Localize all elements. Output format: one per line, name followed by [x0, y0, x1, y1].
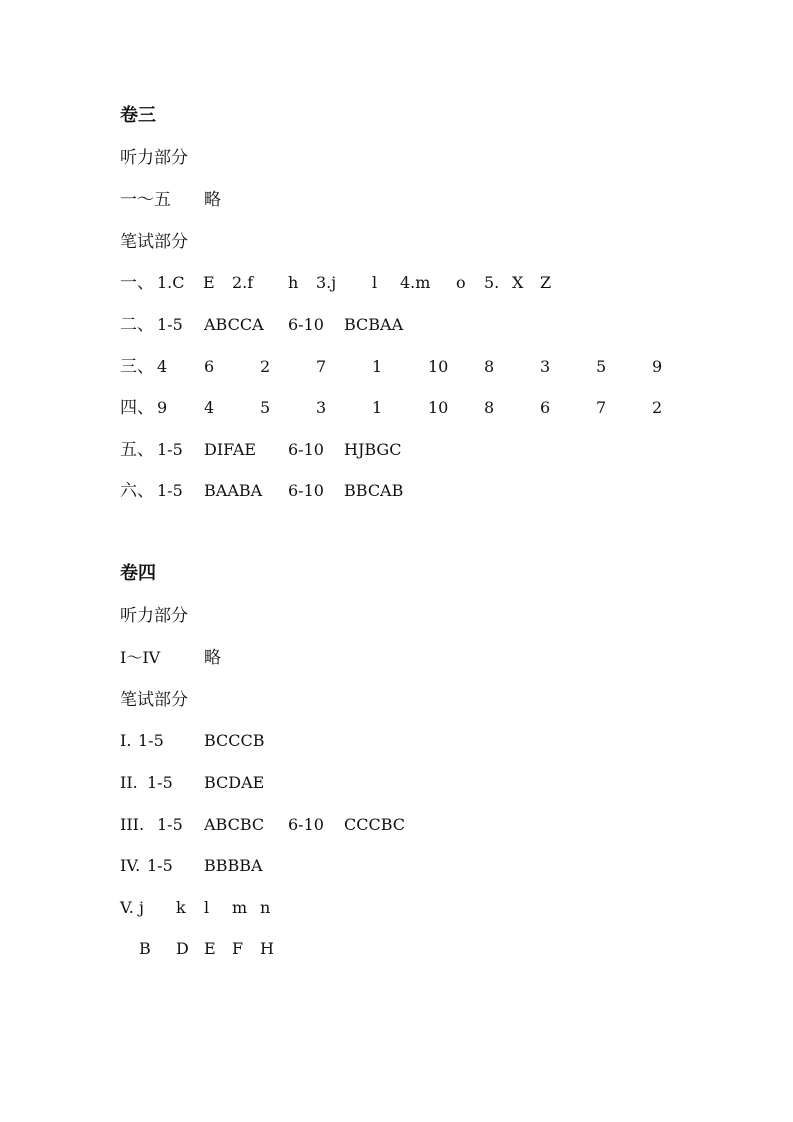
answer-item: 1-5 [157, 481, 183, 500]
answer-item: X [512, 273, 524, 292]
section4-q4-row [120, 854, 263, 878]
section4-written-label: 笔试部分 [120, 690, 188, 710]
section3-q5-prefix: 五、 [120, 440, 154, 460]
answer-item: ABCBC [204, 815, 265, 834]
answer-item: n [260, 898, 271, 917]
section3-q3-prefix: 三、 [120, 357, 154, 377]
answer-item: BBCAB [344, 481, 404, 500]
answer-item: Z [540, 273, 552, 292]
answer-item: DIFAE [204, 440, 257, 459]
answer-item: B [139, 939, 151, 958]
answer-item: 7 [316, 357, 327, 376]
answer-item: l [204, 898, 210, 917]
section3-q2-prefix: 二、 [120, 315, 154, 335]
answer-item: 8 [484, 357, 495, 376]
section4-listening-value: 略 [204, 648, 221, 668]
answer-item: 5 [596, 357, 607, 376]
answer-item: BCCCB [204, 731, 265, 750]
section4-q3-row [120, 813, 406, 837]
answer-item: 6 [540, 398, 551, 417]
answer-item: j [139, 898, 144, 917]
section4-listening-range: I～IV [120, 648, 161, 667]
answer-item: D [176, 939, 189, 958]
section4-q5b-row [120, 937, 274, 961]
section3-title: 卷三 [120, 105, 156, 126]
answer-item: 1-5 [147, 856, 173, 875]
answer-item: 3 [316, 398, 327, 417]
answer-item: 1-5 [147, 773, 173, 792]
answer-item: 1.C [157, 273, 185, 292]
answer-item: HJBGC [344, 440, 402, 459]
answer-item: 4 [157, 357, 168, 376]
section3-listening-row [120, 188, 221, 212]
answer-item: 6-10 [288, 440, 324, 459]
answer-item: 6-10 [288, 481, 324, 500]
answer-item: 1-5 [138, 731, 164, 750]
answer-item: F [232, 939, 244, 958]
section3-q1-row [120, 271, 552, 295]
answer-item: 10 [428, 357, 449, 376]
section3-q6-row [120, 479, 404, 503]
answer-item: 9 [652, 357, 663, 376]
answer-item: 3 [540, 357, 551, 376]
answer-item: 1-5 [157, 315, 183, 334]
section4-q2-row [120, 771, 265, 795]
answer-item: l [372, 273, 378, 292]
section4-listening-label: 听力部分 [120, 606, 188, 626]
answer-item: BCBAA [344, 315, 404, 334]
section4-q1-prefix: I. [120, 731, 132, 750]
answer-item: 1-5 [157, 815, 183, 834]
answer-item: BAABA [204, 481, 263, 500]
section4-q4-prefix: IV. [120, 856, 141, 875]
section4-listening-row [120, 646, 221, 670]
answer-item: 5 [260, 398, 271, 417]
answer-item: m [232, 898, 248, 917]
section3-q3-row [120, 355, 663, 379]
answer-item: o [456, 273, 466, 292]
answer-item: 3.j [316, 273, 337, 292]
answer-item: 1-5 [157, 440, 183, 459]
section3-q6-prefix: 六、 [120, 481, 154, 501]
section4-q5-row [120, 896, 271, 920]
answer-item: 6-10 [288, 815, 324, 834]
section3-q1-prefix: 一、 [120, 273, 154, 293]
answer-item: ABCCA [204, 315, 264, 334]
section4-q3-prefix: III. [120, 815, 145, 834]
answer-item: E [203, 273, 215, 292]
answer-item: 1 [372, 398, 383, 417]
section4-q2-prefix: II. [120, 773, 138, 792]
section3-q4-row [120, 396, 663, 420]
answer-item: 6 [204, 357, 215, 376]
answer-item: 8 [484, 398, 495, 417]
answer-item: 2.f [232, 273, 254, 292]
answer-item: BCDAE [204, 773, 265, 792]
answer-item: 5. [484, 273, 500, 292]
answer-item: 2 [260, 357, 271, 376]
answer-item: 4.m [400, 273, 431, 292]
answer-item: H [260, 939, 274, 958]
answer-item: 4 [204, 398, 215, 417]
answer-item: 2 [652, 398, 663, 417]
section3-listening-value: 略 [204, 190, 221, 210]
answer-item: 9 [157, 398, 168, 417]
answer-item: 10 [428, 398, 449, 417]
section4-q5-prefix: V. [120, 898, 134, 917]
answer-item: E [204, 939, 216, 958]
section3-q4-prefix: 四、 [120, 398, 154, 418]
answer-item: h [288, 273, 299, 292]
answer-item: 7 [596, 398, 607, 417]
section3-listening-label: 听力部分 [120, 148, 188, 168]
section4-title: 卷四 [120, 563, 156, 584]
answer-item: 6-10 [288, 315, 324, 334]
answer-item: k [176, 898, 186, 917]
section4-q1-row [120, 729, 265, 753]
section3-q5-row [120, 438, 402, 462]
section3-listening-range: 一～五 [120, 190, 171, 210]
answer-item: 1 [372, 357, 383, 376]
section3-q2-row [120, 313, 404, 337]
section3-written-label: 笔试部分 [120, 232, 188, 252]
answer-item: BBBBA [204, 856, 263, 875]
answer-item: CCCBC [344, 815, 406, 834]
